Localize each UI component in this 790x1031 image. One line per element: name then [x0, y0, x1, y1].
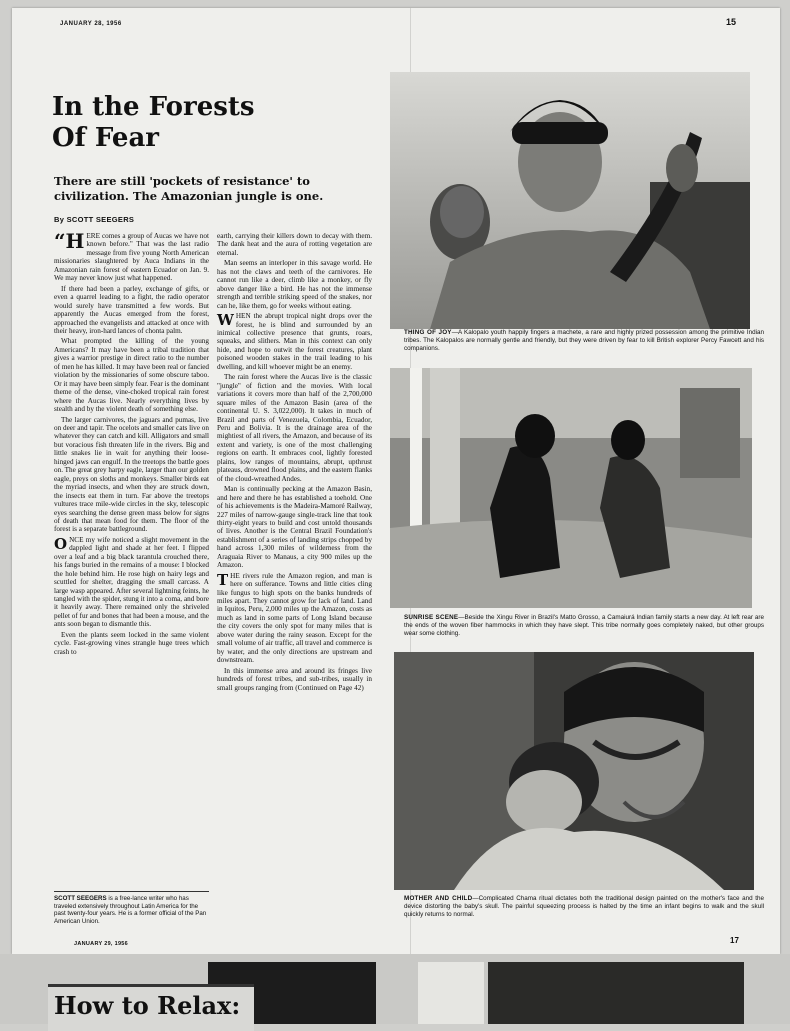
article-column-1 — [54, 229, 209, 658]
headline-line2: Of Fear — [52, 123, 160, 153]
col1-paragraph-6: Even the plants seem locked in the same violent cycle. Fast-growing vines strangle huge trees which crash to — [54, 630, 209, 656]
photo1-caption — [404, 329, 764, 352]
col2-paragraph-3: WHEN the abrupt tropical night drops over the forest, he is blind and surrounded by an inimical collective presence that grunts, roars, squeaks, and slithers. Man in this context can only hide, and hope to outwit the forest creatures, plant poisoned wooden stakes in the trail leading to his dwelling, and kill whoever might be an enemy. — [217, 311, 372, 371]
photo1-caption-text: —A Kalopalo youth happily fingers a machete, a rare and highly prized possession among the primitive Indian tribes. The Kalopalos are normally gentle and friendly, but they were driven by fear to kill British explorer Percy Fawcett and his companions. — [404, 329, 764, 352]
photo-mother-illustration — [394, 652, 754, 890]
col1-paragraph-4: The larger carnivores, the jaguars and pumas, live on deer and tapir. The ocelots and smaller cats live on whatever they can catch and kill. Alligators and small but voracious fish threaten life in the rivers. Big and little snakes lie in wait for anything their loose-hinged jaws can engulf. In the treetops the battle goes on. The great grey harpy eagle, larger than our golden eagle, preys on sloths and monkeys. Smaller birds eat the myriad insects, and when they are struck down, the insects eat them in turn. Far above the treetops vultures trace mile-wide circles in the sky, telescopic eyes searching the dense green mass below for signs of death that mean food for them. The floor of the forest is a separate battleground. — [54, 415, 209, 534]
col2-paragraph-1: earth, carrying their killers down to decay with them. The dank heat and the aura of rotting vegetation are eternal. — [217, 232, 372, 257]
col1-paragraph-1: “H ERE comes a group of Aucas we have not known before." That was the last radio message from five young North American missionaries slaughtered by Auca Indians in the Amazonian rain forest of eastern Ecuador on Jan. 9. We may never know just what happened. — [54, 229, 209, 283]
photo-youth-with-machete — [390, 72, 750, 329]
photo2-caption-title: SUNRISE SCENE — [404, 614, 459, 621]
bottom-page-number: 17 — [730, 936, 739, 945]
photo2-caption — [404, 614, 764, 637]
col2-paragraph-5: Man is continually pecking at the Amazon Basin, and here and there he has established a toehold. One of his achievements is the Madeira-Mamoré Railway, 227 miles of narrow-gauge single-track line that took thirty-eight years to build and cost untold thousands of lives. Another is the Central Brazil Foundation's establishment of a series of landing strips chopped by hand across 1,300 miles of wilderness from the Araguaia River to Manaus, a city 900 miles up the Amazon. — [217, 485, 372, 570]
dropcap: O — [54, 534, 68, 553]
photo1-caption-title: THING OF JOY — [404, 329, 452, 336]
col1-paragraph-2: If there had been a parley, exchange of gifts, or even a quarrel leading to a fight, the radio operator would surely have transmitted a few words. But apparently the Aucas emerged from the forest, approached the evangelists and attacked at once with their heavy, iron-hard lances of chonta palm. — [54, 284, 209, 335]
dropcap: W — [217, 311, 234, 330]
photo3-caption — [404, 895, 764, 918]
photo-family-illustration — [390, 368, 752, 608]
photo-youth-illustration — [390, 72, 750, 329]
dropcap: “H — [54, 229, 85, 253]
col2-paragraph-6: THE rivers rule the Amazon region, and man is here on sufferance. Towns and little cities cling like fungus to high spots on the banks hundreds of miles apart. They cannot grow for lack of land. Land in Iquitos, Peru, 2,000 miles up the Amazon, costs as much as land in some parts of Long Island because the city covers the only spot for many miles that is above water during the rainy season. Except for the small volume of air traffic, all travel and commerce is by water, and the only directions are upstream and downstream. — [217, 570, 372, 665]
col2-paragraph-7: In this immense area and around its fringes live hundreds of forest tribes, and sub-tribes, usually in small groups ranging from (Continued on Page 42) — [217, 666, 372, 692]
col2-paragraph-4: The rain forest where the Aucas live is the classic "jungle" of fiction and the movies. With local variations it covers more than half of the 2,700,000 square miles of the Amazon Basin (area of the continental U. S. 3,022,000). It takes in much of Brazil and parts of Venezuela, Colombia, Ecuador, Peru and Bolivia. It is the drainage area of the mightiest of all rivers, the Amazon, and because of its extent and variety, is one of the most challenging regions on earth. It embraces cool, lightly forested plains, low ranges of mountains, abrupt, upthrust plateaus, drowned flood plains, and the eastern flanks of the cloud-wreathed Andes. — [217, 373, 372, 483]
header-page-number: 15 — [725, 17, 736, 27]
col1-paragraph-5: ONCE my wife noticed a slight movement in the dappled light and shade at her feet. I flipped over a leaf and a big black tarantula crouched there, his fangs buried in the remains of a mouse: I blocked the hole behind him. He rose high on hairy legs and scuttled for shelter, dragging the small carcass. A large wasp appeared. After several lightning feints, he tangled with the spider, stung it into a coma, and bore it heavily away. There remained only the shriveled pellet of fur and bones that had been a mouse, and the ants soon began to dismantle this. — [54, 534, 209, 629]
bio-name: SCOTT SEEGERS — [54, 895, 107, 902]
header-date: JANUARY 28, 1956 — [60, 21, 122, 27]
deck: There are still 'pockets of resistance' to civilization. The Amazonian jungle is one. — [54, 174, 324, 203]
magazine-page — [12, 8, 780, 954]
col1-paragraph-3: What prompted the killing of the young Americans? It may have been a tribal tradition that gives a warrior prestige in direct ratio to the number of men he has killed. It may have been real or fancied violation by the missionaries of some obscure taboo. Or it may have been simply fear. Fear is the dominant theme of the dense, vine-choked tropical rain forest where the Aucas live. Nearly everything lives by stealth and by the violent death of something else. — [54, 337, 209, 414]
photo2-caption-text: —Beside the Xingu River in Brazil's Matto Grosso, a Camaiurá Indian family starts a new day. At left rear are the ends of the woven fiber hammocks in which they have slept. This tribe normally goes completely naked, but other groups wear some clothing. — [404, 614, 764, 637]
author-bio — [54, 891, 209, 925]
article-column-2 — [217, 232, 372, 694]
next-page-photo-3 — [488, 962, 744, 1024]
footer-date: JANUARY 29, 1956 — [74, 941, 129, 947]
next-article-title: How to Relax: — [48, 984, 254, 1031]
next-page-photo-2 — [418, 962, 484, 1024]
photo3-caption-title: MOTHER AND CHILD — [404, 895, 473, 902]
photo-sunrise-family — [390, 368, 752, 608]
headline-line1: In the Forests — [52, 92, 255, 122]
col2-paragraph-2: Man seems an interloper in this savage world. He has not the claws and teeth of the carnivores. He cannot run like a deer, climb like a monkey, or fly above danger like a bird. He has not the immense strength and terrible striking speed of the snakes, nor can he, like them, go for weeks without eating. — [217, 259, 372, 310]
photo-mother-and-child — [394, 652, 754, 890]
dropcap: T — [217, 570, 229, 589]
headline — [52, 92, 382, 154]
photo3-caption-text: —Complicated Chama ritual dictates both the traditional design painted on the mother's face and the device distorting the baby's skull. The painful squeezing process is halted by the time an infant begins to walk and the skull quickly returns to normal. — [404, 895, 764, 918]
byline: By SCOTT SEEGERS — [54, 215, 135, 224]
bio-text: is a free-lance writer who has traveled extensively throughout Latin America for the past twenty-four years. He is a former official of the Pan American Union. — [54, 895, 207, 925]
